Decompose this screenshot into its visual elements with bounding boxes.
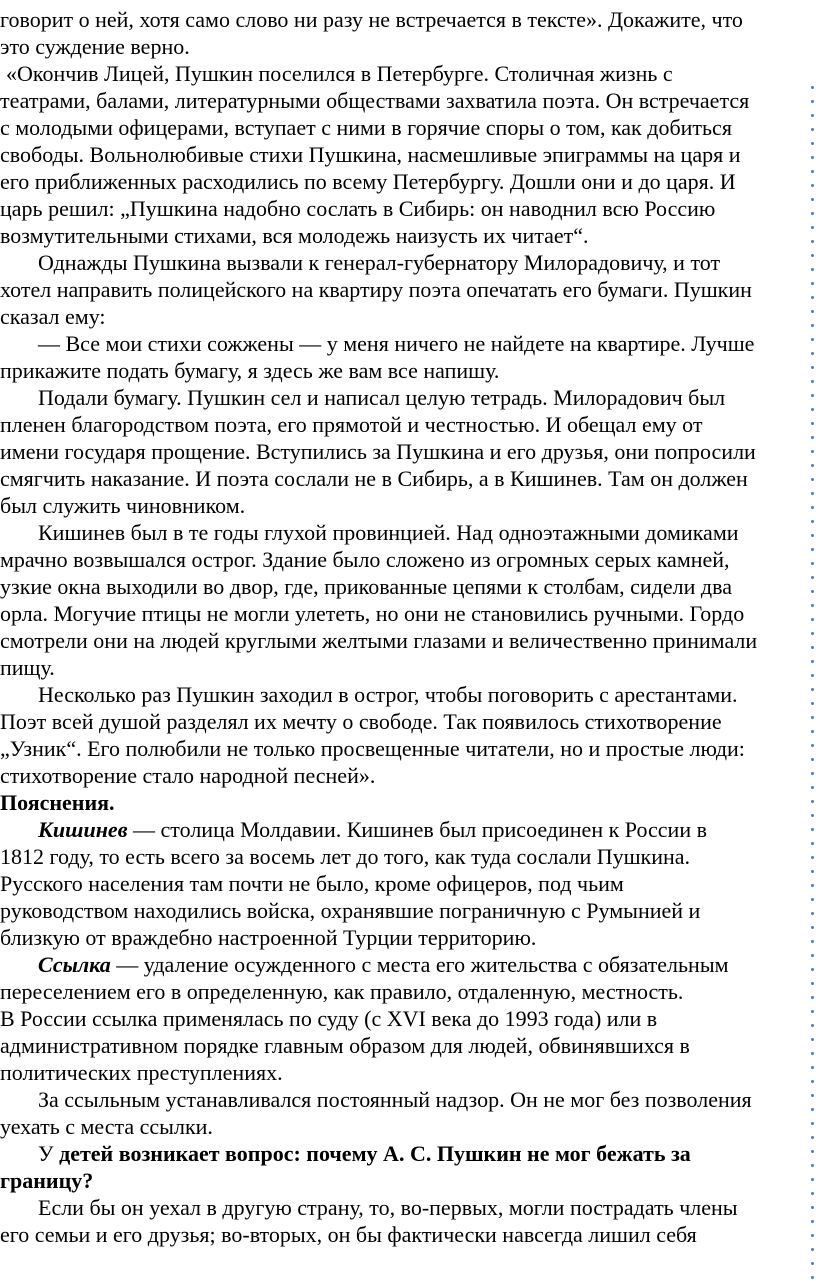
edge-dot <box>811 996 814 999</box>
edge-dot <box>811 744 814 747</box>
dash: — <box>110 952 144 977</box>
question-line: границу? <box>0 1168 94 1193</box>
edge-dot <box>811 870 814 873</box>
edge-dot <box>811 1178 814 1181</box>
text-line: возмутительными стихами, вся молодежь наизусть их читает“. <box>0 223 589 248</box>
text-line: мрачно возвышался острог. Здание было сложено из огромных серых камней, <box>0 547 730 572</box>
edge-dot <box>811 968 814 971</box>
text-line: смотрели они на людей круглыми желтыми глазами и величественно принимали <box>0 628 758 653</box>
definition-text: столица Молдавии. Кишинев был присоединен к России в <box>160 817 707 842</box>
edge-dot <box>811 940 814 943</box>
question-text: детей возникает вопрос: почему А. С. Пушкин не мог бежать за <box>59 1141 691 1166</box>
text-line: Русского населения там почти не было, кроме офицеров, под чьим <box>0 871 624 896</box>
text-line: его семьи и его друзья; во-вторых, он бы фактически навсегда лишил себя <box>0 1222 697 1247</box>
definition-line <box>38 951 729 978</box>
edge-dot <box>811 884 814 887</box>
term: Ссылка <box>38 952 111 977</box>
edge-dot <box>811 282 814 285</box>
page-edge-marks <box>810 86 816 1286</box>
edge-dot <box>811 86 814 89</box>
edge-dot <box>811 240 814 243</box>
edge-dot <box>811 660 814 663</box>
edge-dot <box>811 1206 814 1209</box>
edge-dot <box>811 324 814 327</box>
edge-dot <box>811 478 814 481</box>
edge-dot <box>811 1108 814 1111</box>
text-line: пищу. <box>0 655 55 680</box>
edge-dot <box>811 618 814 621</box>
edge-dot <box>811 1276 814 1279</box>
edge-dot <box>811 982 814 985</box>
text-line: руководством находились войска, охранявшие пограничную с Румынией и <box>0 898 701 923</box>
edge-dot <box>811 772 814 775</box>
section-heading: Пояснения. <box>0 790 115 815</box>
edge-dot <box>811 450 814 453</box>
text-line: говорит о ней, хотя само слово ни разу не встречается в тексте». Докажите, что <box>0 7 743 32</box>
edge-dot <box>811 394 814 397</box>
edge-dot <box>811 1248 814 1251</box>
edge-dot <box>811 716 814 719</box>
edge-dot <box>811 1066 814 1069</box>
edge-dot <box>811 1192 814 1195</box>
edge-dot <box>811 926 814 929</box>
definition-text: удаление осужденного с места его жительства с обязательным <box>143 952 729 977</box>
edge-dot <box>811 114 814 117</box>
edge-dot <box>811 1024 814 1027</box>
edge-dot <box>811 422 814 425</box>
edge-dot <box>811 366 814 369</box>
text-line: царь решил: „Пушкина надобно сослать в Сибирь: он наводнил всю Россию <box>0 196 716 221</box>
text-line: узкие окна выходили во двор, где, прикованные цепями к столбам, сидели два <box>0 574 732 599</box>
edge-dot <box>811 1164 814 1167</box>
text-line: свободы. Вольнолюбивые стихи Пушкина, насмешливые эпиграммы на царя и <box>0 142 741 167</box>
edge-dot <box>811 506 814 509</box>
text-line: с молодыми офицерами, вступает с ними в горячие споры о том, как добиться <box>0 115 732 140</box>
text-line: уехать с места ссылки. <box>0 1114 213 1139</box>
edge-dot <box>811 814 814 817</box>
text-line: прикажите подать бумагу, я здесь же вам все напишу. <box>0 358 500 383</box>
text-line: Поэт всей душой разделял их мечту о свободе. Так появилось стихотворение <box>0 709 722 734</box>
text-line: переселением его в определенную, как правило, отдаленную, местность. <box>0 979 684 1004</box>
definition-line <box>38 816 707 843</box>
edge-dot <box>811 1038 814 1041</box>
edge-dot <box>811 254 814 257</box>
edge-dot <box>811 534 814 537</box>
edge-dot <box>811 842 814 845</box>
edge-dot <box>811 156 814 159</box>
edge-dot <box>811 1010 814 1013</box>
edge-dot <box>811 590 814 593</box>
edge-dot <box>811 688 814 691</box>
text-line: Несколько раз Пушкин заходил в острог, чтобы поговорить с арестантами. <box>38 682 738 707</box>
question-line <box>38 1140 691 1167</box>
edge-dot <box>811 856 814 859</box>
edge-dot <box>811 352 814 355</box>
text-line: стихотворение стало народной песней». <box>0 763 376 788</box>
edge-dot <box>811 338 814 341</box>
edge-dot <box>811 310 814 313</box>
edge-dot <box>811 912 814 915</box>
edge-dot <box>811 1080 814 1083</box>
text-line: За ссыльным устанавливался постоянный надзор. Он не мог без позволения <box>38 1087 752 1112</box>
text-line: это суждение верно. <box>0 34 190 59</box>
edge-dot <box>811 786 814 789</box>
edge-dot <box>811 170 814 173</box>
edge-dot <box>811 492 814 495</box>
edge-dot <box>811 1262 814 1265</box>
text-line: политических преступлениях. <box>0 1060 283 1085</box>
text-line: был служить чиновником. <box>0 493 246 518</box>
edge-dot <box>811 646 814 649</box>
edge-dot <box>811 380 814 383</box>
text-line: орла. Могучие птицы не могли улететь, но они не становились ручными. Гордо <box>0 601 745 626</box>
edge-dot <box>811 898 814 901</box>
edge-dot <box>811 1122 814 1125</box>
text-line: — Все мои стихи сожжены — у меня ничего не найдете на квартире. Лучше <box>38 331 755 356</box>
edge-dot <box>811 408 814 411</box>
edge-dot <box>811 212 814 215</box>
edge-dot <box>811 464 814 467</box>
edge-dot <box>811 702 814 705</box>
text-line: „Узник“. Его полюбили не только просвещенные читатели, но и простые люди: <box>0 736 745 761</box>
question-prefix: У <box>38 1141 60 1166</box>
text-line: Если бы он уехал в другую страну, то, во-первых, могли пострадать члены <box>38 1195 738 1220</box>
text-line: сказал ему: <box>0 304 106 329</box>
edge-dot <box>811 730 814 733</box>
text-line: Однажды Пушкина вызвали к генерал-губернатору Милорадовичу, и тот <box>38 250 721 275</box>
edge-dot <box>811 226 814 229</box>
edge-dot <box>811 1220 814 1223</box>
edge-dot <box>811 1234 814 1237</box>
text-line: пленен благородством поэта, его прямотой и честностью. И обещал ему от <box>0 412 703 437</box>
edge-dot <box>811 632 814 635</box>
edge-dot <box>811 268 814 271</box>
text-line: Кишинев был в те годы глухой провинцией. Над одноэтажными домиками <box>38 520 739 545</box>
text-line: административном порядке главным образом для людей, обвинявшихся в <box>0 1033 690 1058</box>
edge-dot <box>811 576 814 579</box>
text-line: имени государя прощение. Вступились за Пушкина и его друзья, они попросили <box>0 439 756 464</box>
edge-dot <box>811 296 814 299</box>
edge-dot <box>811 184 814 187</box>
edge-dot <box>811 128 814 131</box>
edge-dot <box>811 1136 814 1139</box>
edge-dot <box>811 1094 814 1097</box>
text-line: близкую от враждебно настроенной Турции территорию. <box>0 925 537 950</box>
term: Кишинев <box>38 817 128 842</box>
text-line: В России ссылка применялась по суду (с XVI века до 1993 года) или в <box>0 1006 658 1031</box>
edge-dot <box>811 562 814 565</box>
dash: — <box>127 817 161 842</box>
edge-dot <box>811 800 814 803</box>
text-line: 1812 году, то есть всего за восемь лет до того, как туда сослали Пушкина. <box>0 844 691 869</box>
edge-dot <box>811 954 814 957</box>
edge-dot <box>811 604 814 607</box>
text-line: его приближенных расходились по всему Петербургу. Дошли они и до царя. И <box>0 169 736 194</box>
edge-dot <box>811 1150 814 1153</box>
edge-dot <box>811 548 814 551</box>
text-line: театрами, балами, литературными обществами захватила поэта. Он встречается <box>0 88 750 113</box>
edge-dot <box>811 674 814 677</box>
edge-dot <box>811 1052 814 1055</box>
edge-dot <box>811 828 814 831</box>
edge-dot <box>811 520 814 523</box>
edge-dot <box>811 758 814 761</box>
edge-dot <box>811 198 814 201</box>
text-line: «Окончив Лицей, Пушкин поселился в Петербурге. Столичная жизнь с <box>6 61 673 86</box>
edge-dot <box>811 436 814 439</box>
edge-dot <box>811 142 814 145</box>
text-line: Подали бумагу. Пушкин сел и написал целую тетрадь. Милорадович был <box>38 385 726 410</box>
text-line: хотел направить полицейского на квартиру поэта опечатать его бумаги. Пушкин <box>0 277 752 302</box>
text-line: смягчить наказание. И поэта сослали не в Сибирь, а в Кишинев. Там он должен <box>0 466 748 491</box>
edge-dot <box>811 100 814 103</box>
